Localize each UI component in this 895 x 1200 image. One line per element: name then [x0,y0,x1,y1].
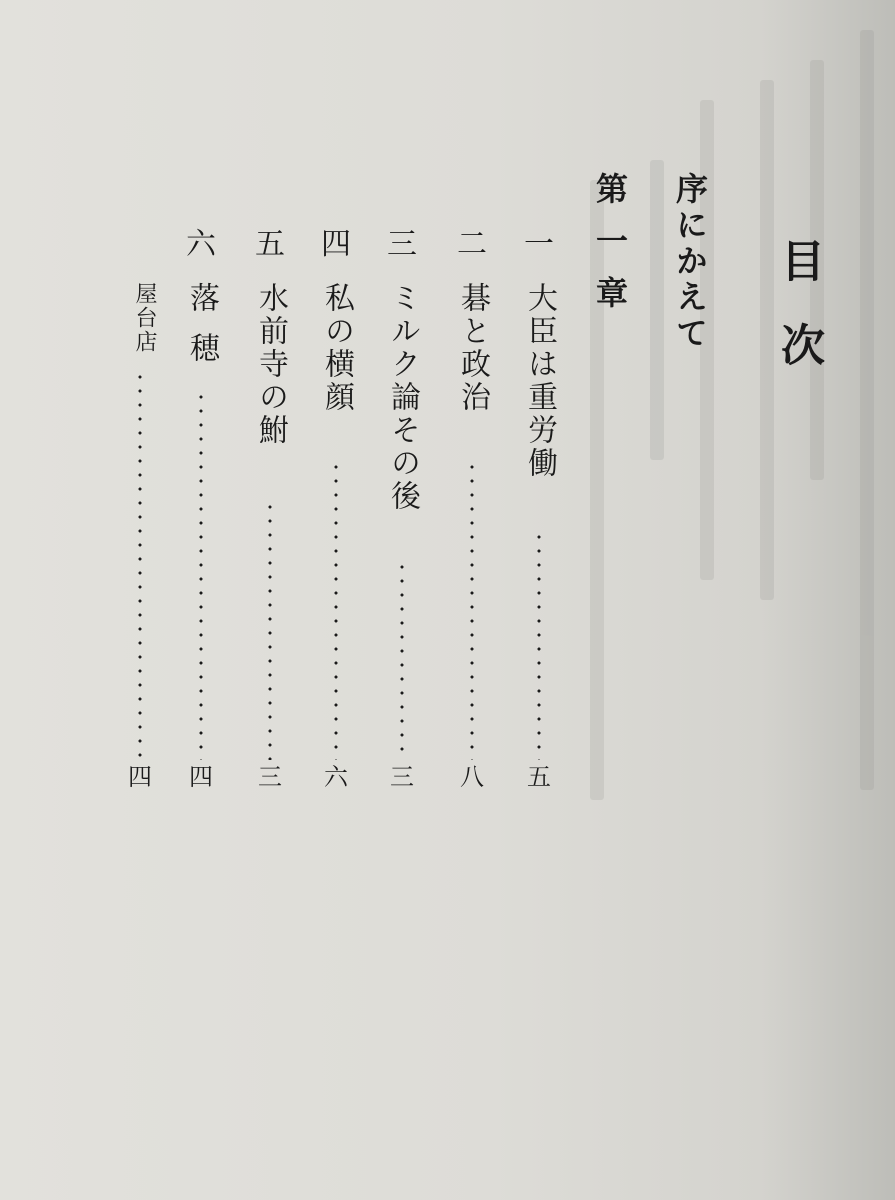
preface-heading: 序にかえて [671,172,709,352]
toc-entry [181,227,221,791]
entry-title: 屋台店 [132,282,157,354]
toc-entry [452,227,492,791]
entry-number: 二 [457,227,487,262]
dot-leader [537,530,541,760]
toc-entry [250,227,290,791]
entry-title: 落穂 [184,282,219,382]
toc-entry [519,227,559,791]
entry-page: 三 [258,763,282,791]
entry-number: 六 [186,227,216,262]
entry-page: 五 [527,763,551,791]
chapter-heading: 第一章 [591,172,629,328]
entry-title: 水前寺の鮒 [253,282,288,447]
entry-title: 大臣は重労働 [522,282,557,480]
entry-number: 四 [321,227,351,262]
dot-leader [268,500,272,760]
entry-page: 四 [189,763,213,791]
bleed-through-text [560,20,880,900]
entry-page: 三 [390,763,414,791]
entry-number: 一 [524,227,554,262]
dot-leader [199,390,203,760]
dot-leader [400,560,404,760]
entry-title: ミルク論その後 [385,282,420,513]
dot-leader [470,460,474,760]
entry-number: 五 [255,227,285,262]
entry-page: 六 [324,763,348,791]
toc-title: 目次 [773,238,824,406]
dot-leader [334,460,338,760]
entry-page: 四 [128,763,152,791]
entry-page: 八 [460,763,484,791]
dot-leader [138,370,142,760]
toc-entry [316,227,356,791]
entry-title: 碁と政治 [455,282,490,414]
toc-entry [120,230,160,790]
entry-title: 私の横顔 [319,282,354,414]
entry-number: 三 [387,227,417,262]
toc-entry [382,227,422,791]
